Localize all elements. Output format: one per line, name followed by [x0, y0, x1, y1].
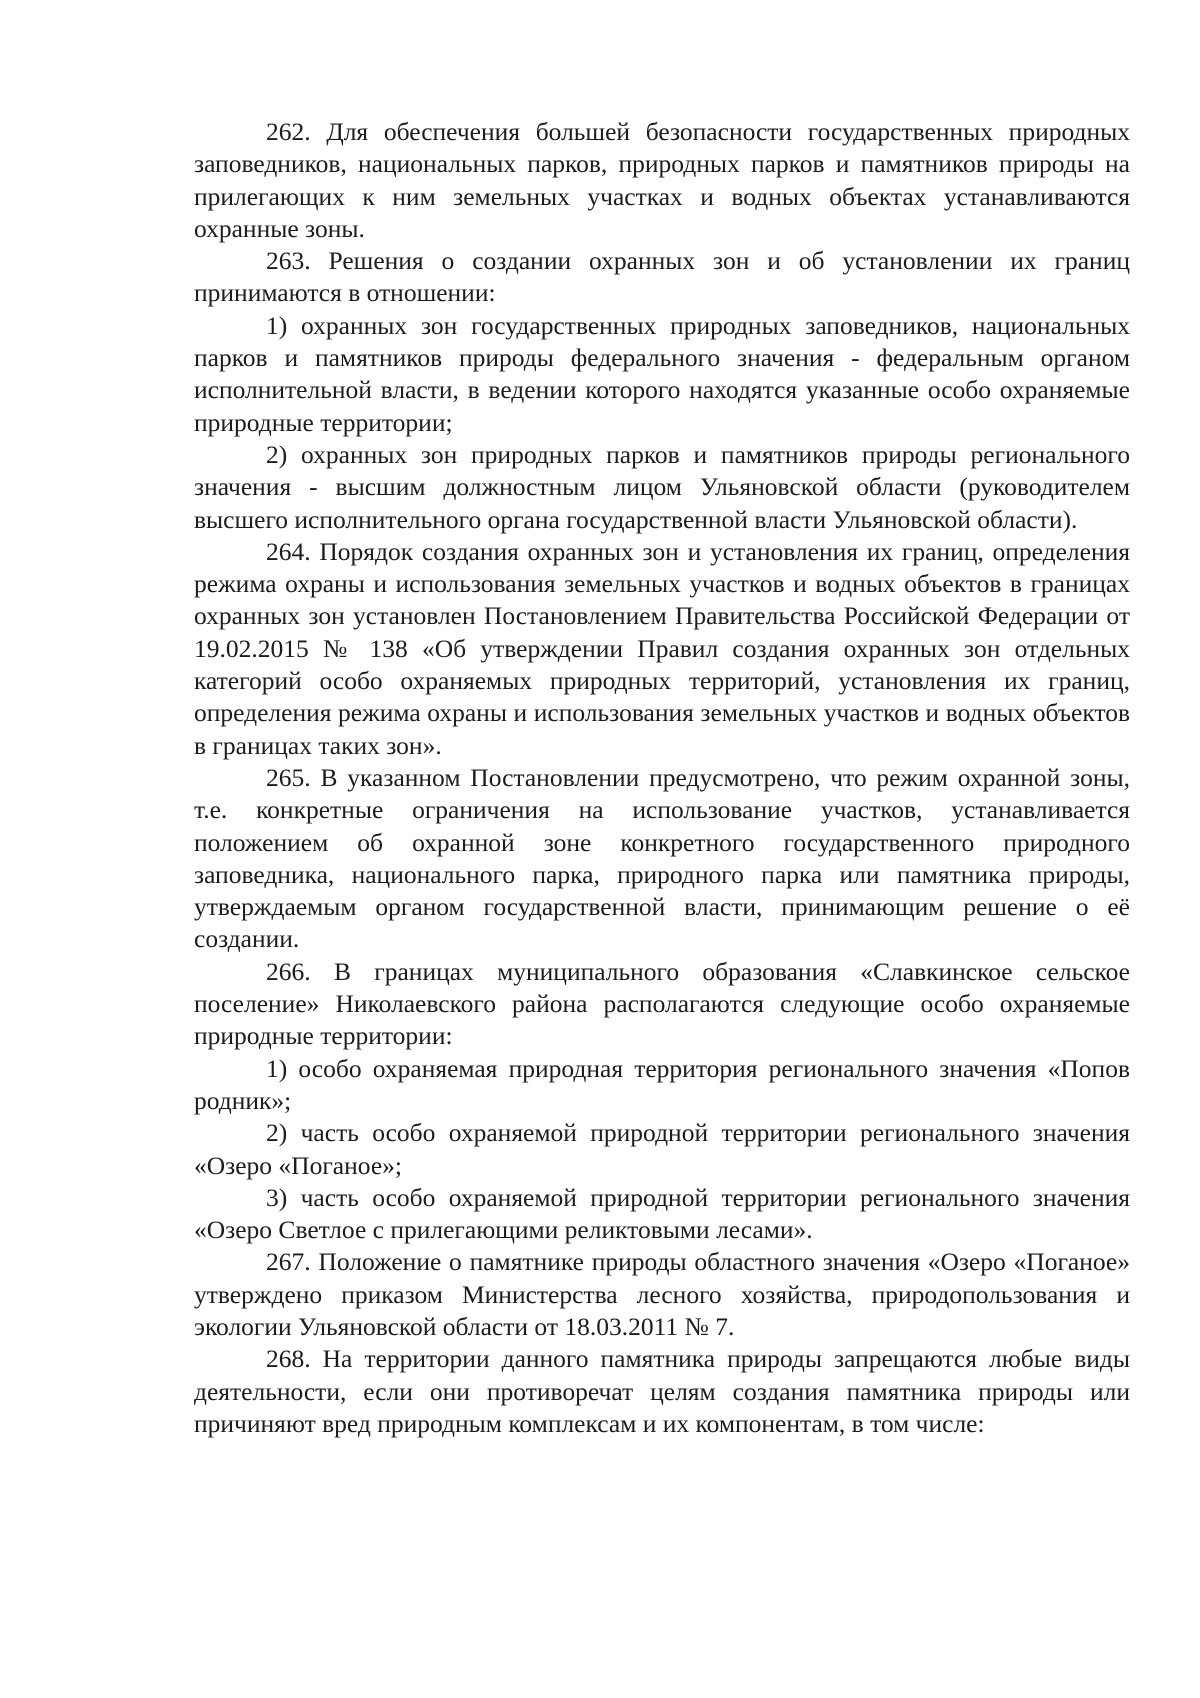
list-item-266-2: 2) часть особо охраняемой природной территории регионального значения «Озеро «Поганое»; — [194, 1118, 1130, 1180]
list-item-266-3: 3) часть особо охраняемой природной территории регионального значения «Озеро Светлое с прилегающими реликтовыми лесами». — [194, 1182, 1130, 1245]
paragraph-266: 266. В границах муниципального образования «Славкинское сельское поселение» Николаевского района располагаются следующие особо охраняемые природные территории: — [194, 956, 1130, 1051]
paragraph-264: 264. Порядок создания охранных зон и установления их границ, определения режима охраны и использования земельных участков и водных объектов в границах охранных зон установлен Постановлением Правительства Российской Федерации от 19.02.2015 № 138 «Об утверждении Правил создания охранных зон отдельных категорий особо охраняемых природных территорий, установления их границ, определения режима охраны и использования земельных участков и водных объектов в границах таких зон». — [194, 536, 1130, 760]
document-body — [194, 116, 1130, 1440]
list-item-263-1: 1) охранных зон государственных природных заповедников, национальных парков и памятников природы федерального значения - федеральным органом исполнительной власти, в ведении которого находятся указанные особо охраняемые природные территории; — [194, 310, 1130, 437]
list-item-263-2: 2) охранных зон природных парков и памятников природы регионального значения - высшим должностным лицом Ульяновской области (руководителем высшего исполнительного органа государственной власти Ульяновской области). — [194, 439, 1130, 534]
paragraph-267: 267. Положение о памятнике природы областного значения «Озеро «Поганое» утверждено приказом Министерства лесного хозяйства, природопользования и экологии Ульяновской области от 18.03.2011 № 7. — [194, 1247, 1130, 1341]
paragraph-263: 263. Решения о создании охранных зон и об установлении их границ принимаются в отношении: — [194, 246, 1130, 308]
paragraph-265: 265. В указанном Постановлении предусмотрено, что режим охранной зоны, т.е. конкретные ограничения на использование участков, устанавливается положением об охранной зоне конкретного государственного природного заповедника, национального парка, природного парка или памятника природы, утверждаемым органом государственной власти, принимающим решение о её создании. — [194, 762, 1130, 954]
paragraph-268: 268. На территории данного памятника природы запрещаются любые виды деятельности, если они противоречат целям создания памятника природы или причиняют вред природным комплексам и их компонентам, в том числе: — [194, 1344, 1130, 1438]
list-item-266-1: 1) особо охраняемая природная территория регионального значения «Попов родник»; — [194, 1053, 1130, 1115]
paragraph-262: 262. Для обеспечения большей безопасности государственных природных заповедников, национальных парков, природных парков и памятников природы на прилегающих к ним земельных участках и водных объектах устанавливаются охранные зоны. — [194, 117, 1130, 243]
